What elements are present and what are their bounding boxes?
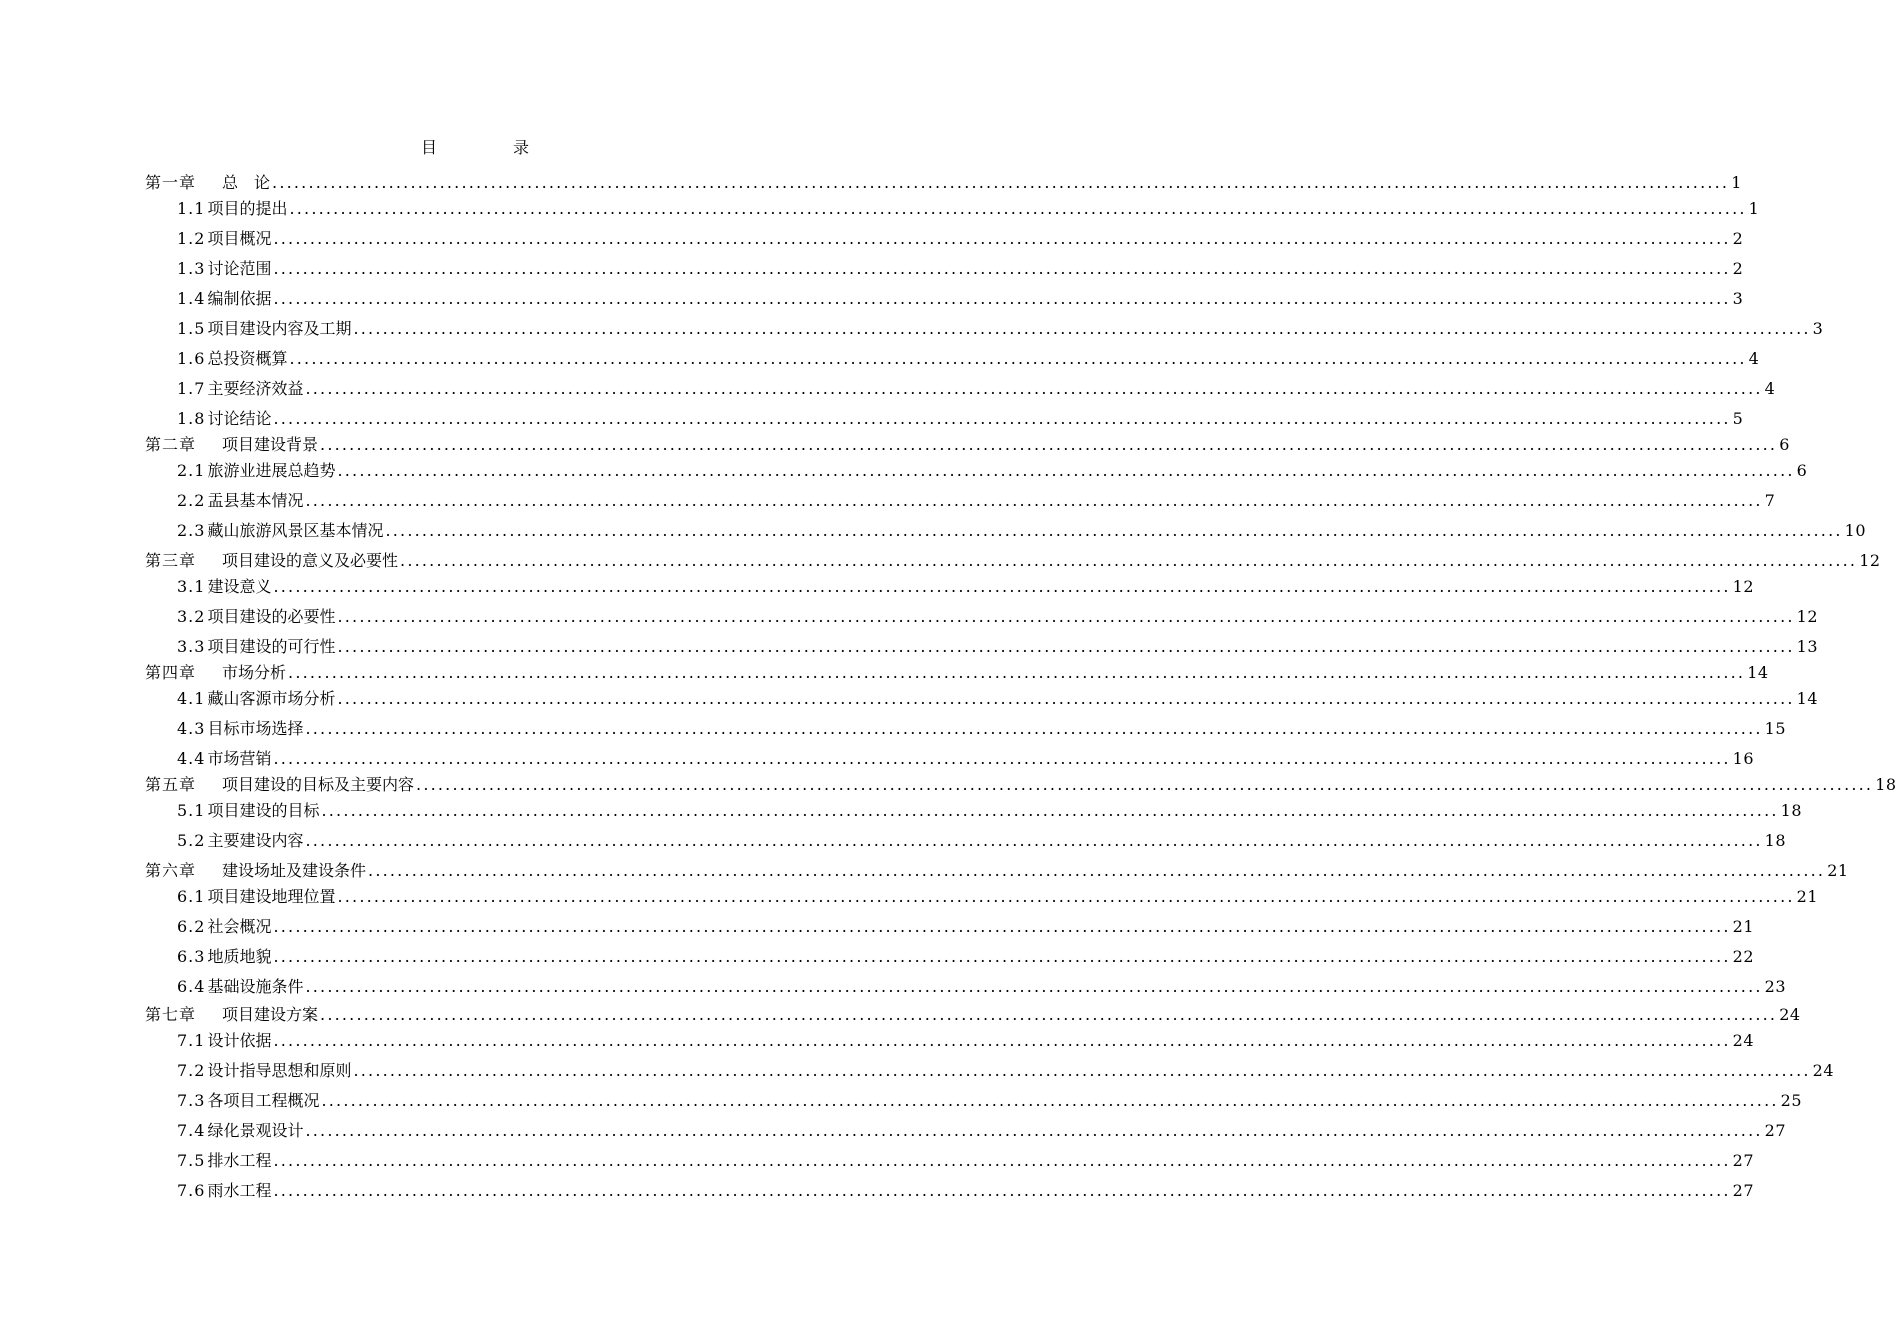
dot-leader: ........................................................................................................................................................................................................	[321, 1091, 1779, 1110]
toc-entry-title: 项目建设方案	[222, 1005, 319, 1024]
toc-entry-number: 6.1	[177, 887, 206, 906]
toc-entry-title: 项目建设地理位置	[207, 887, 336, 906]
toc-entry-page-number: 25	[1780, 1091, 1803, 1110]
toc-entry-number: 第一章	[145, 173, 197, 192]
dot-leader: ........................................................................................................................................................................................................	[273, 947, 1731, 966]
toc-entry-title: 讨论结论	[207, 409, 272, 428]
toc-entry-title: 地质地貌	[207, 947, 272, 966]
toc-section-entry[interactable]	[177, 830, 1787, 852]
toc-entry-number: 5.2	[177, 831, 206, 850]
dot-leader: ........................................................................................................................................................................................................	[273, 259, 1731, 278]
toc-entry-title: 各项目工程概况	[207, 1091, 320, 1110]
dot-leader: ........................................................................................................................................................................................................	[368, 861, 1826, 880]
dot-leader: ........................................................................................................................................................................................................	[289, 349, 1747, 368]
toc-entry-page-number: 6	[1796, 461, 1808, 480]
toc-entry-number: 第六章	[145, 861, 197, 880]
dot-leader: ........................................................................................................................................................................................................	[305, 1121, 1763, 1140]
toc-entry-page-number: 12	[1859, 551, 1881, 570]
toc-entry-page-number: 2	[1732, 259, 1744, 278]
toc-entry-page-number: 27	[1732, 1151, 1755, 1170]
toc-section-entry[interactable]	[177, 1060, 1835, 1082]
toc-section-entry[interactable]	[177, 636, 1819, 658]
toc-entry-page-number: 24	[1732, 1031, 1755, 1050]
toc-entry-title: 项目建设的必要性	[207, 607, 336, 626]
toc-chapter-entry[interactable]	[145, 172, 1742, 194]
dot-leader: ........................................................................................................................................................................................................	[272, 173, 1730, 192]
toc-entry-page-number: 14	[1796, 689, 1819, 708]
toc-entry-page-number: 4	[1764, 379, 1776, 398]
toc-entry-number: 1.1	[177, 199, 206, 218]
toc-entry-title: 主要建设内容	[207, 831, 304, 850]
toc-entry-title: 市场分析	[222, 663, 287, 682]
toc-entry-number: 1.5	[177, 319, 206, 338]
dot-leader: ........................................................................................................................................................................................................	[321, 801, 1779, 820]
toc-entry-number: 2.3	[177, 521, 206, 540]
toc-entry-title: 设计指导思想和原则	[207, 1061, 352, 1080]
toc-entry-number: 7.1	[177, 1031, 206, 1050]
dot-leader: ........................................................................................................................................................................................................	[305, 379, 1763, 398]
toc-section-entry[interactable]	[177, 520, 1867, 542]
toc-section-entry[interactable]	[177, 606, 1819, 628]
toc-entry-title: 基础设施条件	[207, 977, 304, 996]
toc-entry-title: 藏山旅游风景区基本情况	[207, 521, 384, 540]
toc-chapter-entry[interactable]	[145, 662, 1769, 684]
toc-entry-number: 7.5	[177, 1151, 206, 1170]
toc-entry-title: 旅游业进展总趋势	[207, 461, 336, 480]
toc-entry-title: 讨论范围	[207, 259, 272, 278]
toc-entry-number: 1.4	[177, 289, 206, 308]
toc-section-entry[interactable]	[177, 258, 1744, 280]
toc-section-entry[interactable]	[177, 288, 1744, 310]
toc-entry-title: 项目建设的目标	[207, 801, 320, 820]
dot-leader: ........................................................................................................................................................................................................	[337, 607, 1795, 626]
toc-entry-page-number: 3	[1812, 319, 1824, 338]
dot-leader: ........................................................................................................................................................................................................	[288, 663, 1746, 682]
toc-section-entry[interactable]	[177, 688, 1819, 710]
dot-leader: ........................................................................................................................................................................................................	[273, 289, 1731, 308]
toc-section-entry[interactable]	[177, 490, 1776, 512]
toc-section-entry[interactable]	[177, 748, 1755, 770]
toc-entry-page-number: 6	[1779, 435, 1790, 454]
toc-entry-title: 项目建设的目标及主要内容	[222, 775, 415, 794]
dot-leader: ........................................................................................................................................................................................................	[273, 1151, 1731, 1170]
toc-entry-page-number: 21	[1796, 887, 1819, 906]
toc-entry-number: 1.2	[177, 229, 206, 248]
dot-leader: ........................................................................................................................................................................................................	[273, 1031, 1731, 1050]
toc-entry-page-number: 12	[1732, 577, 1755, 596]
toc-entry-page-number: 13	[1796, 637, 1819, 656]
toc-entry-page-number: 1	[1748, 199, 1760, 218]
toc-entry-number: 6.2	[177, 917, 206, 936]
toc-entry-page-number: 7	[1764, 491, 1776, 510]
toc-entry-page-number: 27	[1764, 1121, 1787, 1140]
toc-entry-page-number: 14	[1747, 663, 1769, 682]
toc-section-entry[interactable]	[177, 946, 1755, 968]
dot-leader: ........................................................................................................................................................................................................	[305, 977, 1763, 996]
dot-leader: ........................................................................................................................................................................................................	[273, 577, 1731, 596]
toc-entry-number: 7.2	[177, 1061, 206, 1080]
toc-entry-number: 第五章	[145, 775, 197, 794]
toc-section-entry[interactable]	[177, 318, 1824, 340]
toc-entry-page-number: 21	[1827, 861, 1849, 880]
toc-entry-title: 项目建设内容及工期	[207, 319, 352, 338]
toc-entry-number: 3.1	[177, 577, 206, 596]
toc-entry-number: 3.2	[177, 607, 206, 626]
toc-entry-number: 7.4	[177, 1121, 206, 1140]
dot-leader: ........................................................................................................................................................................................................	[273, 917, 1731, 936]
toc-section-entry[interactable]	[177, 1090, 1803, 1112]
toc-section-entry[interactable]	[177, 800, 1803, 822]
toc-entry-title: 总投资概算	[207, 349, 288, 368]
toc-entry-title: 项目概况	[207, 229, 272, 248]
toc-section-entry[interactable]	[177, 1180, 1755, 1202]
toc-entry-title: 排水工程	[207, 1151, 272, 1170]
toc-section-entry[interactable]	[177, 1150, 1755, 1172]
toc-entry-number: 3.3	[177, 637, 206, 656]
toc-section-entry[interactable]	[177, 886, 1819, 908]
toc-section-entry[interactable]	[177, 976, 1787, 998]
toc-entry-number: 1.6	[177, 349, 206, 368]
toc-entry-page-number: 18	[1875, 775, 1897, 794]
dot-leader: ........................................................................................................................................................................................................	[353, 1061, 1811, 1080]
toc-entry-page-number: 22	[1732, 947, 1755, 966]
toc-entry-number: 5.1	[177, 801, 206, 820]
toc-entry-number: 6.4	[177, 977, 206, 996]
toc-entry-number: 第二章	[145, 435, 197, 454]
toc-entry-number: 第七章	[145, 1005, 197, 1024]
toc-chapter-entry[interactable]	[145, 860, 1849, 882]
toc-entry-title: 项目建设背景	[222, 435, 319, 454]
dot-leader: ........................................................................................................................................................................................................	[320, 435, 1778, 454]
toc-entry-number: 1.3	[177, 259, 206, 278]
dot-leader: ........................................................................................................................................................................................................	[305, 831, 1763, 850]
dot-leader: ........................................................................................................................................................................................................	[273, 409, 1731, 428]
toc-section-entry[interactable]	[177, 460, 1808, 482]
toc-chapter-entry[interactable]	[145, 434, 1790, 456]
toc-entry-title: 主要经济效益	[207, 379, 304, 398]
dot-leader: ........................................................................................................................................................................................................	[400, 551, 1858, 570]
toc-entry-number: 4.4	[177, 749, 206, 768]
dot-leader: ........................................................................................................................................................................................................	[305, 719, 1763, 738]
toc-section-entry[interactable]	[177, 198, 1760, 220]
toc-entry-number: 4.3	[177, 719, 206, 738]
dot-leader: ........................................................................................................................................................................................................	[337, 689, 1795, 708]
toc-chapter-entry[interactable]	[145, 774, 1897, 796]
toc-entry-page-number: 12	[1796, 607, 1819, 626]
toc-entry-title: 建设意义	[207, 577, 272, 596]
toc-section-entry[interactable]	[177, 348, 1760, 370]
toc-entry-page-number: 16	[1732, 749, 1755, 768]
toc-entry-page-number: 18	[1780, 801, 1803, 820]
toc-entry-number: 2.2	[177, 491, 206, 510]
toc-entry-title: 项目建设的可行性	[207, 637, 336, 656]
dot-leader: ........................................................................................................................................................................................................	[289, 199, 1747, 218]
toc-chapter-entry[interactable]	[145, 550, 1881, 572]
dot-leader: ........................................................................................................................................................................................................	[416, 775, 1874, 794]
dot-leader: ........................................................................................................................................................................................................	[273, 749, 1731, 768]
toc-entry-page-number: 5	[1732, 409, 1744, 428]
toc-entry-title: 盂县基本情况	[207, 491, 304, 510]
toc-entry-title: 藏山客源市场分析	[207, 689, 336, 708]
dot-leader: ........................................................................................................................................................................................................	[337, 461, 1795, 480]
dot-leader: ........................................................................................................................................................................................................	[337, 887, 1795, 906]
dot-leader: ........................................................................................................................................................................................................	[273, 1181, 1731, 1200]
toc-entry-number: 6.3	[177, 947, 206, 966]
toc-entry-page-number: 24	[1779, 1005, 1801, 1024]
toc-entry-page-number: 2	[1732, 229, 1744, 248]
toc-section-entry[interactable]	[177, 228, 1744, 250]
toc-section-entry[interactable]	[177, 576, 1755, 598]
toc-entry-title: 目标市场选择	[207, 719, 304, 738]
toc-entry-number: 7.6	[177, 1181, 206, 1200]
toc-entry-page-number: 23	[1764, 977, 1787, 996]
toc-section-entry[interactable]	[177, 1030, 1755, 1052]
toc-entry-page-number: 27	[1732, 1181, 1755, 1200]
toc-entry-number: 4.1	[177, 689, 206, 708]
toc-entry-title: 社会概况	[207, 917, 272, 936]
dot-leader: ........................................................................................................................................................................................................	[273, 229, 1731, 248]
toc-entry-number: 第三章	[145, 551, 197, 570]
toc-entry-page-number: 10	[1844, 521, 1867, 540]
toc-entry-title: 项目建设的意义及必要性	[222, 551, 399, 570]
toc-entry-title: 总 论	[222, 173, 271, 192]
toc-section-entry[interactable]	[177, 1120, 1787, 1142]
toc-entry-page-number: 18	[1764, 831, 1787, 850]
toc-entry-page-number: 21	[1732, 917, 1755, 936]
dot-leader: ........................................................................................................................................................................................................	[305, 491, 1763, 510]
toc-section-entry[interactable]	[177, 916, 1755, 938]
toc-section-entry[interactable]	[177, 718, 1787, 740]
toc-entry-number: 2.1	[177, 461, 206, 480]
toc-section-entry[interactable]	[177, 408, 1744, 430]
dot-leader: ........................................................................................................................................................................................................	[337, 637, 1795, 656]
toc-entry-title: 编制依据	[207, 289, 272, 308]
toc-entry-page-number: 24	[1812, 1061, 1835, 1080]
toc-entry-title: 项目的提出	[207, 199, 288, 218]
toc-entry-page-number: 1	[1731, 173, 1742, 192]
toc-entry-title: 设计依据	[207, 1031, 272, 1050]
toc-entry-title: 建设场址及建设条件	[222, 861, 367, 880]
toc-entry-number: 7.3	[177, 1091, 206, 1110]
dot-leader: ........................................................................................................................................................................................................	[353, 319, 1811, 338]
toc-entry-number: 1.7	[177, 379, 206, 398]
toc-chapter-entry[interactable]	[145, 1004, 1801, 1026]
toc-title: 目 录	[420, 138, 559, 157]
toc-entry-title: 雨水工程	[207, 1181, 272, 1200]
dot-leader: ........................................................................................................................................................................................................	[385, 521, 1843, 540]
toc-entry-number: 第四章	[145, 663, 197, 682]
toc-entry-title: 市场营销	[207, 749, 272, 768]
toc-entry-page-number: 3	[1732, 289, 1744, 308]
toc-entry-page-number: 4	[1748, 349, 1760, 368]
toc-entry-number: 1.8	[177, 409, 206, 428]
toc-section-entry[interactable]	[177, 378, 1776, 400]
toc-entry-title: 绿化景观设计	[207, 1121, 304, 1140]
dot-leader: ........................................................................................................................................................................................................	[320, 1005, 1778, 1024]
toc-entry-page-number: 15	[1764, 719, 1787, 738]
